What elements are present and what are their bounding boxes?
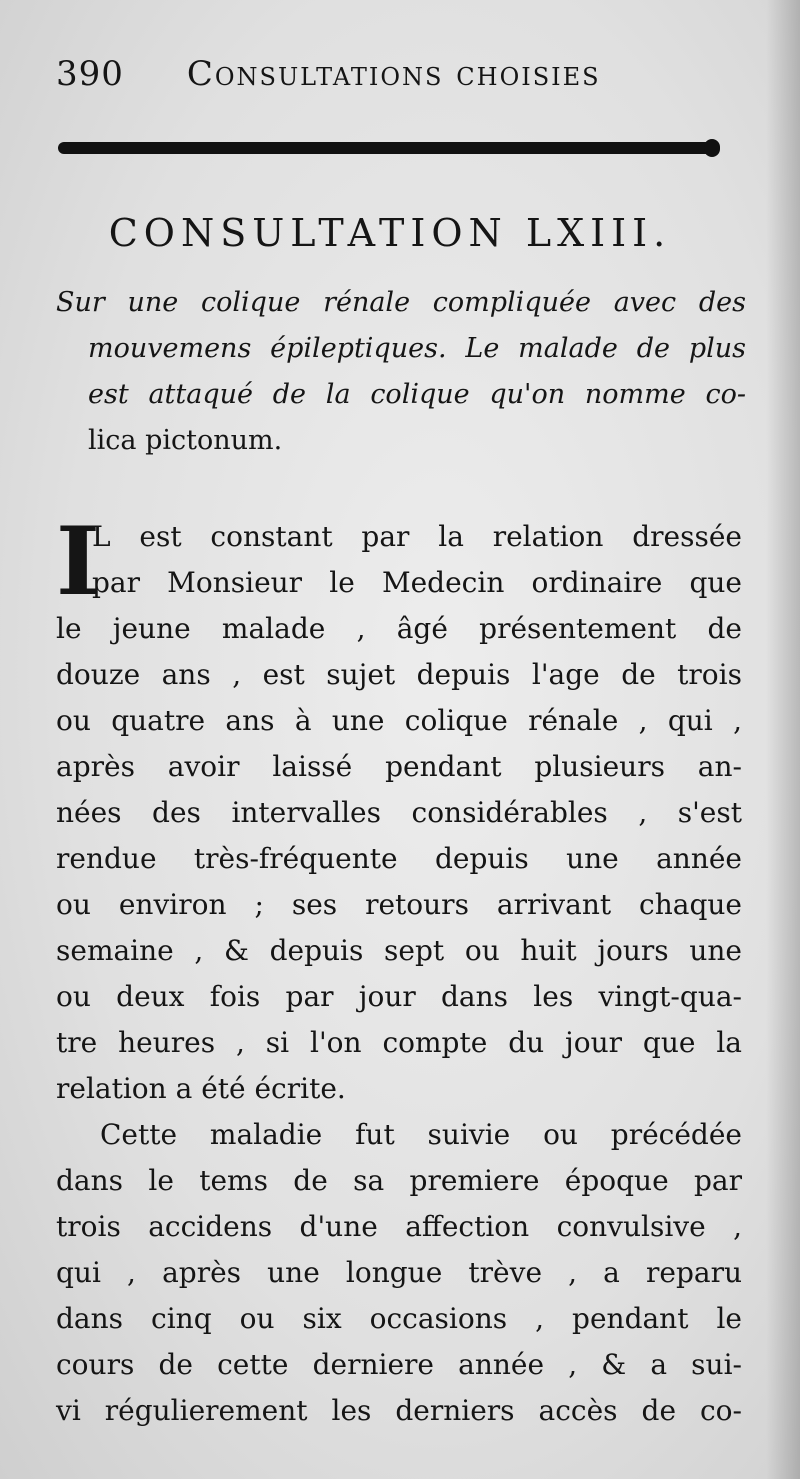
- subtitle-line: est attaqué de la colique qu'on nomme co-: [88, 379, 746, 410]
- subtitle-line: lica pictonum.: [88, 425, 283, 456]
- consultation-heading: CONSULTATION LXIII.: [108, 211, 672, 255]
- subtitle-line: mouvemens épileptiques. Le malade de plus: [88, 333, 746, 364]
- body-line: L est constant par la relation dressée: [92, 520, 742, 553]
- body-line: tre heures , si l'on compte du jour que la: [56, 1026, 742, 1059]
- body-line: cours de cette derniere année , & a sui-: [56, 1348, 742, 1381]
- body-line: douze ans , est sujet depuis l'age de trois: [56, 658, 742, 691]
- body-line: ou quatre ans à une colique rénale , qui ,: [56, 704, 742, 737]
- running-title: Consultations choisies: [186, 54, 601, 94]
- body-line: vi régulierement les derniers accès de co-: [56, 1394, 742, 1427]
- body-line: semaine , & depuis sept ou huit jours une: [56, 934, 742, 967]
- running-head: [56, 52, 716, 96]
- body-line: ou deux fois par jour dans les vingt-qua-: [56, 980, 742, 1013]
- body-line: dans le tems de sa premiere époque par: [56, 1164, 742, 1197]
- body-line: trois accidens d'une affection convulsive ,: [56, 1210, 742, 1243]
- body-line: relation a été écrite.: [56, 1072, 346, 1105]
- body-text: [56, 507, 742, 1434]
- body-line: rendue très-fréquente depuis une année: [56, 842, 742, 875]
- page-number: 390: [56, 54, 124, 94]
- body-line: le jeune malade , âgé présentement de: [56, 612, 742, 645]
- header-rule: [58, 142, 714, 154]
- body-line: ou environ ; ses retours arrivant chaque: [56, 888, 742, 921]
- body-line: dans cinq ou six occasions , pendant le: [56, 1302, 742, 1335]
- body-line: qui , après une longue trève , a reparu: [56, 1256, 742, 1289]
- body-line: après avoir laissé pendant plusieurs an-: [56, 750, 742, 783]
- body-line: par Monsieur le Medecin ordinaire que: [92, 566, 742, 599]
- spine-shadow: [766, 0, 800, 1479]
- body-line: nées des intervalles considérables , s'est: [56, 796, 742, 829]
- body-line: Cette maladie fut suivie ou précédée: [100, 1118, 742, 1151]
- consultation-subtitle: [56, 280, 746, 464]
- subtitle-line: Sur une colique rénale compliquée avec des: [56, 287, 746, 318]
- drop-cap: I: [56, 507, 100, 617]
